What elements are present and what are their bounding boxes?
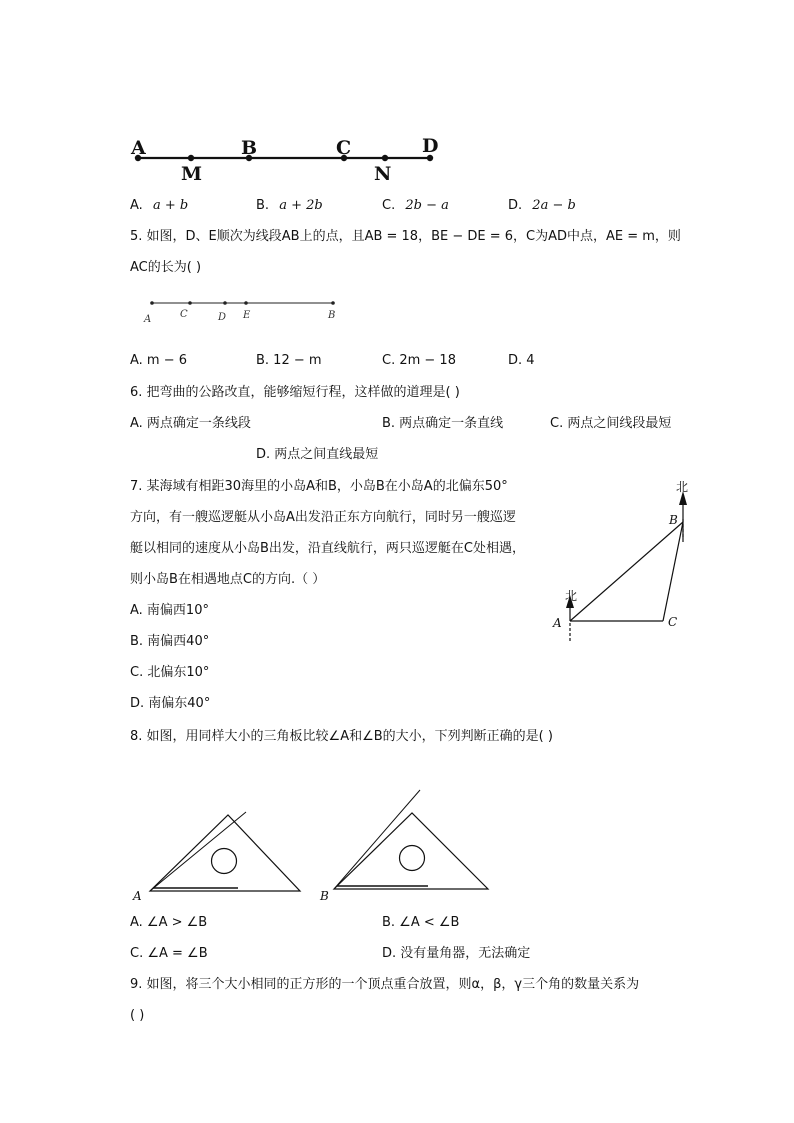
segment-figure-acdeb: [140, 295, 350, 327]
set-square-figure: [128, 780, 498, 910]
q4-option-c-expr: 2b − a: [405, 198, 449, 213]
q5-option-a[interactable]: A. m − 6: [130, 353, 188, 368]
q7-stem-line2: 方向，有一艘巡逻艇从小岛A出发沿正东方向航行，同时另一艘巡逻: [130, 510, 516, 525]
q4-option-a[interactable]: [130, 197, 188, 215]
q8-option-a[interactable]: A. ∠A > ∠B: [130, 915, 208, 930]
bearing-triangle-figure: [545, 475, 705, 650]
q6-stem: 6. 把弯曲的公路改直，能够缩短行程，这样做的道理是( ): [130, 385, 460, 400]
q7-point-c: C: [668, 615, 678, 629]
q8-stem: 8. 如图，用同样大小的三角板比较∠A和∠B的大小，下列判断正确的是( ): [130, 729, 553, 744]
q7-option-d[interactable]: D. 南偏东40°: [130, 696, 211, 711]
q8-point-b: B: [320, 889, 329, 903]
q5-stem-line1: 5. 如图，D、E顺次为线段AB上的点，且AB = 18，BE − DE = 6，C为AD中点，AE = m，则: [130, 229, 681, 244]
q6-option-a[interactable]: A. 两点确定一条线段: [130, 416, 251, 431]
q4-option-d-expr: 2a − b: [532, 198, 576, 213]
point-label-n: N: [374, 163, 392, 185]
q9-stem-line1: 9. 如图，将三个大小相同的正方形的一个顶点重合放置，则α，β，γ三个角的数量关系为: [130, 977, 640, 992]
q7-stem-line1: 7. 某海域有相距30海里的小岛A和B，小岛B在小岛A的北偏东50°: [130, 479, 508, 494]
q7-point-a: A: [553, 616, 562, 630]
q5-option-c[interactable]: C. 2m − 18: [382, 353, 456, 368]
q5-point-d: D: [218, 312, 227, 323]
q8-option-d[interactable]: D. 没有量角器，无法确定: [382, 946, 531, 961]
q7-stem-line4: 则小岛B在相遇地点C的方向.（ ）: [130, 572, 326, 587]
point-label-a: A: [131, 137, 146, 159]
q7-option-c[interactable]: C. 北偏东10°: [130, 665, 210, 680]
q5-point-c: C: [180, 309, 188, 320]
point-label-b: B: [241, 137, 258, 159]
point-label-m: M: [181, 163, 203, 185]
q4-option-d[interactable]: [508, 197, 576, 215]
q4-option-b[interactable]: [256, 197, 323, 215]
q4-option-c[interactable]: [382, 197, 449, 215]
q5-point-a: A: [144, 314, 152, 325]
q7-option-a[interactable]: A. 南偏西10°: [130, 603, 209, 618]
q7-point-b: B: [669, 513, 678, 527]
q7-option-b[interactable]: B. 南偏西40°: [130, 634, 210, 649]
q9-stem-line2: ( ): [130, 1008, 145, 1023]
q5-stem-line2: AC的长为( ): [130, 260, 202, 275]
q7-north-label-top: 北: [676, 480, 689, 494]
q8-point-a: A: [133, 889, 142, 903]
q7-north-label-left: 北: [565, 589, 578, 603]
q4-option-b-letter: B.: [256, 198, 270, 213]
q6-option-c[interactable]: C. 两点之间线段最短: [550, 416, 672, 431]
q4-option-b-expr: a + 2b: [279, 198, 323, 213]
q5-option-d[interactable]: D. 4: [508, 353, 535, 368]
q6-option-b[interactable]: B. 两点确定一条直线: [382, 416, 504, 431]
q4-option-c-letter: C.: [382, 198, 396, 213]
q4-option-d-letter: D.: [508, 198, 523, 213]
point-label-d: D: [422, 135, 439, 157]
q5-point-e: E: [243, 310, 251, 321]
q7-stem-line3: 艇以相同的速度从小岛B出发，沿直线航行，两只巡逻艇在C处相遇，: [130, 541, 525, 556]
point-label-c: C: [336, 137, 352, 159]
q5-option-b[interactable]: B. 12 − m: [256, 353, 322, 368]
q8-option-b[interactable]: B. ∠A < ∠B: [382, 915, 460, 930]
q8-option-c[interactable]: C. ∠A = ∠B: [130, 946, 208, 961]
segment-figure-amcbnd: [125, 130, 455, 190]
q6-option-d[interactable]: D. 两点之间直线最短: [256, 447, 379, 462]
q5-point-b: B: [328, 310, 336, 321]
q4-option-a-letter: A.: [130, 198, 143, 213]
q4-option-a-expr: a + b: [152, 198, 189, 213]
